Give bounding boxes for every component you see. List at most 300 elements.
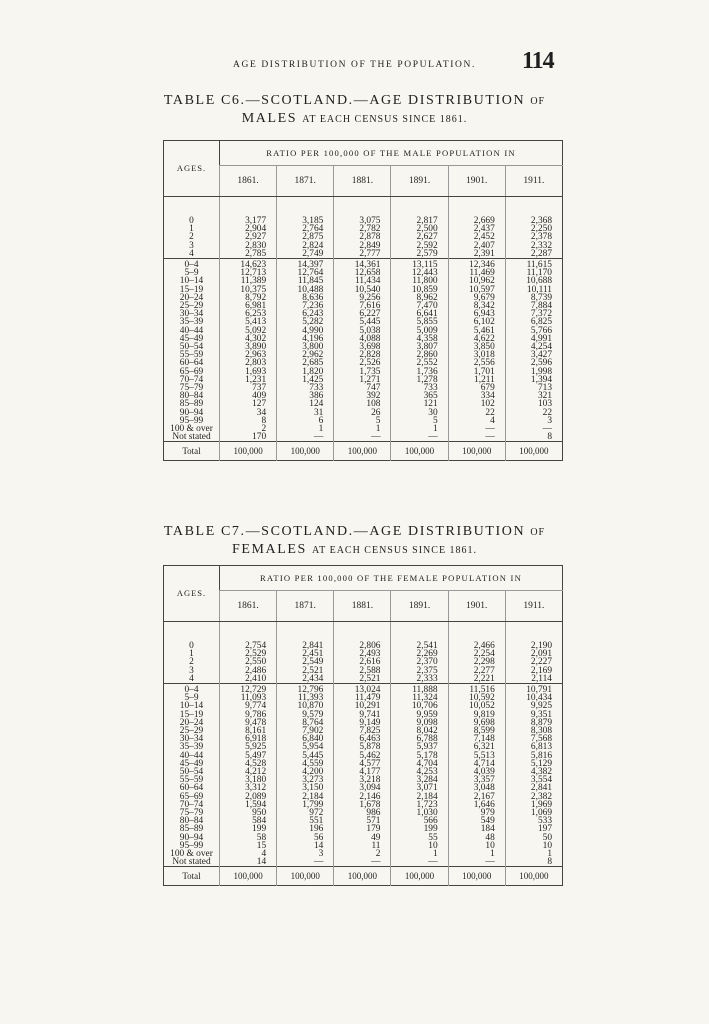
ratio-value: 1,069: [505, 809, 562, 817]
ratio-value: 13,115: [391, 259, 448, 270]
ratio-value: 9,579: [277, 711, 334, 719]
ratio-value: 4,577: [334, 760, 391, 768]
ratio-value: 3,180: [220, 776, 277, 784]
spacer-row: [164, 622, 563, 643]
ratio-value: 10,052: [448, 702, 505, 710]
age-label: 50–54: [179, 767, 204, 778]
ratio-value: 7,568: [505, 735, 562, 743]
ratio-value: 7,372: [505, 310, 562, 318]
ratio-value: 11,800: [391, 277, 448, 285]
ratio-value: 2,521: [277, 667, 334, 675]
ratio-value: 14,623: [220, 259, 277, 270]
ratio-value: 30: [391, 409, 448, 417]
age-label: 2: [189, 232, 194, 243]
ratio-value: 10,597: [448, 286, 505, 294]
ratio-value: 3,554: [505, 776, 562, 784]
ratio-value: —: [391, 433, 448, 442]
ratio-value: 11,469: [448, 269, 505, 277]
ratio-value: 7,470: [391, 302, 448, 310]
ratio-value: 7,148: [448, 735, 505, 743]
ratio-header: RATIO PER 100,000 OF THE MALE POPULATION IN: [220, 141, 563, 166]
ratio-value: 11,615: [505, 259, 562, 270]
ratio-value: 102: [448, 400, 505, 408]
ratio-value: 2,616: [334, 658, 391, 666]
ratio-value: 2,437: [448, 225, 505, 233]
ratio-value: 2,451: [277, 650, 334, 658]
ratio-value: 2,114: [505, 675, 562, 684]
ratio-value: 14: [220, 858, 277, 867]
ratio-value: 5,461: [448, 327, 505, 335]
age-label: 35–39: [179, 317, 204, 328]
ratio-value: 5,092: [220, 327, 277, 335]
ratio-value: 11,389: [220, 277, 277, 285]
age-label: 1: [189, 224, 194, 235]
age-label: 90–94: [179, 832, 204, 843]
ratio-value: 55: [391, 834, 448, 842]
total-value: 100,000: [391, 442, 448, 461]
age-label: 0: [189, 216, 194, 226]
ratio-value: 9,351: [505, 711, 562, 719]
ratio-value: 6,463: [334, 735, 391, 743]
ratio-value: 10: [391, 842, 448, 850]
age-label: 85–89: [179, 824, 204, 835]
table-c7-title: [0, 523, 709, 559]
ratio-value: 3,075: [334, 217, 391, 225]
spacer-cell: [164, 197, 220, 218]
age-label: 75–79: [179, 383, 204, 394]
ratio-value: 3,048: [448, 784, 505, 792]
ratio-value: 10,859: [391, 286, 448, 294]
age-label: 2: [189, 657, 194, 668]
ratio-value: 1,425: [277, 376, 334, 384]
ratio-value: 1,231: [220, 376, 277, 384]
ratio-value: 3: [505, 417, 562, 425]
ratio-value: 9,786: [220, 711, 277, 719]
ratio-value: 11,170: [505, 269, 562, 277]
ratio-value: 7,825: [334, 727, 391, 735]
ratio-value: 2,333: [391, 675, 448, 684]
age-label: 45–49: [179, 758, 204, 769]
year-header: 1891.: [391, 166, 448, 197]
ratio-value: 124: [277, 400, 334, 408]
ratio-value: 2,579: [391, 250, 448, 259]
ratio-value: —: [277, 858, 334, 867]
ratio-value: 8,879: [505, 719, 562, 727]
age-label: 20–24: [179, 292, 204, 303]
ratio-value: 9,679: [448, 294, 505, 302]
ratio-value: 4,622: [448, 335, 505, 343]
ratio-value: 2,754: [220, 642, 277, 650]
ages-header: AGES.: [164, 566, 220, 622]
table-c6-title-line1: TABLE C6.—SCOTLAND.—AGE DISTRIBUTION: [163, 93, 526, 108]
ratio-value: 12,443: [391, 269, 448, 277]
table-c7: [163, 565, 563, 886]
ratio-value: 8,962: [391, 294, 448, 302]
ratio-value: 2,927: [220, 233, 277, 241]
ratio-value: 1,678: [334, 801, 391, 809]
age-label: 5–9: [184, 268, 199, 279]
table-row: [164, 376, 563, 384]
ratio-value: 10,540: [334, 286, 391, 294]
ratio-value: 1,278: [391, 376, 448, 384]
ratio-value: 2,596: [505, 359, 562, 367]
ratio-value: 3,071: [391, 784, 448, 792]
total-value: 100,000: [505, 867, 562, 886]
ratio-value: 8,342: [448, 302, 505, 310]
ratio-value: 1: [448, 850, 505, 858]
ratio-value: 8: [220, 417, 277, 425]
ratio-value: 10,706: [391, 702, 448, 710]
age-label: 0–4: [164, 684, 220, 695]
ratio-value: 10: [505, 842, 562, 850]
ratio-value: 1,693: [220, 368, 277, 376]
ratio-value: 2,382: [505, 793, 562, 801]
ratio-value: 2,091: [505, 650, 562, 658]
ratio-value: 2,806: [334, 642, 391, 650]
ratio-value: 10,688: [505, 277, 562, 285]
ratio-value: 3,807: [391, 343, 448, 351]
age-label: 15–19: [179, 284, 204, 295]
ratio-value: —: [277, 433, 334, 442]
ratio-value: 8,308: [505, 727, 562, 735]
ratio-value: 11,845: [277, 277, 334, 285]
ratio-value: 2,434: [277, 675, 334, 684]
ratio-value: 3: [277, 850, 334, 858]
year-header: 1901.: [448, 591, 505, 622]
running-head: AGE DISTRIBUTION OF THE POPULATION.: [233, 60, 476, 70]
age-label: 90–94: [179, 407, 204, 418]
ratio-value: 9,959: [391, 711, 448, 719]
year-header: 1861.: [220, 166, 277, 197]
ratio-value: 2,962: [277, 351, 334, 359]
age-label: 3: [189, 665, 194, 676]
age-label: 10–14: [179, 276, 204, 287]
ratio-value: 5: [391, 417, 448, 425]
ratio-value: 2,592: [391, 242, 448, 250]
age-label: 75–79: [179, 808, 204, 819]
ratio-value: 2,782: [334, 225, 391, 233]
spacer-cell: [391, 197, 448, 218]
ratio-value: 4,196: [277, 335, 334, 343]
ratio-value: 6,813: [505, 743, 562, 751]
ratio-value: 1,394: [505, 376, 562, 384]
ratio-value: 986: [334, 809, 391, 817]
spacer-cell: [220, 622, 277, 643]
ratio-value: 11,516: [448, 684, 505, 695]
ratio-value: 2,904: [220, 225, 277, 233]
year-header: 1901.: [448, 166, 505, 197]
ratio-value: 747: [334, 384, 391, 392]
ratio-value: 8: [505, 858, 562, 867]
total-value: 100,000: [334, 442, 391, 461]
ratio-value: 1,211: [448, 376, 505, 384]
ratio-value: 10,291: [334, 702, 391, 710]
ratio-value: 8,042: [391, 727, 448, 735]
ratio-value: 9,149: [334, 719, 391, 727]
age-label: 15–19: [179, 709, 204, 720]
total-value: 100,000: [277, 867, 334, 886]
ratio-value: 2,500: [391, 225, 448, 233]
ratio-value: 8,599: [448, 727, 505, 735]
ratio-value: 14,397: [277, 259, 334, 270]
ratio-value: 4,253: [391, 768, 448, 776]
ratio-value: 11,093: [220, 694, 277, 702]
ratio-value: 5,925: [220, 743, 277, 751]
ratio-value: 6,840: [277, 735, 334, 743]
ratio-value: 2,529: [220, 650, 277, 658]
table-c6-title-sex: MALES: [241, 111, 298, 126]
ratio-value: 4,714: [448, 760, 505, 768]
ratio-value: 2,803: [220, 359, 277, 367]
ratio-value: 2,685: [277, 359, 334, 367]
year-header: 1891.: [391, 591, 448, 622]
ratio-value: 1: [391, 850, 448, 858]
ratio-value: 2: [334, 850, 391, 858]
ratio-value: 2,824: [277, 242, 334, 250]
ratio-value: 2,254: [448, 650, 505, 658]
ratio-value: 5,413: [220, 318, 277, 326]
ratio-value: 12,713: [220, 269, 277, 277]
ratio-value: 2,777: [334, 250, 391, 259]
table-c6: [163, 140, 563, 461]
ratio-value: 1,594: [220, 801, 277, 809]
age-label: 65–69: [179, 791, 204, 802]
total-value: 100,000: [220, 442, 277, 461]
ratio-value: 6,243: [277, 310, 334, 318]
spacer-row: [164, 197, 563, 218]
year-header: 1911.: [505, 166, 562, 197]
ratio-value: 584: [220, 817, 277, 825]
ratio-value: 5,445: [334, 318, 391, 326]
ratio-value: 4,212: [220, 768, 277, 776]
ratio-value: 1,799: [277, 801, 334, 809]
age-label: 30–34: [179, 734, 204, 745]
ratio-value: 22: [505, 409, 562, 417]
ratio-value: 551: [277, 817, 334, 825]
age-label: 25–29: [179, 726, 204, 737]
ratio-value: —: [505, 425, 562, 433]
ratio-value: 7,884: [505, 302, 562, 310]
ratio-value: 9,774: [220, 702, 277, 710]
table-row: [164, 817, 563, 825]
ratio-value: —: [391, 858, 448, 867]
age-label: 40–44: [179, 325, 204, 336]
ratio-value: 4,177: [334, 768, 391, 776]
ratio-value: 8,161: [220, 727, 277, 735]
table-c6-title: [0, 92, 709, 128]
ratio-value: 3,177: [220, 217, 277, 225]
ratio-value: 4,200: [277, 768, 334, 776]
spacer-cell: [448, 622, 505, 643]
ratio-value: 5,009: [391, 327, 448, 335]
year-header: 1861.: [220, 591, 277, 622]
age-label: 60–64: [179, 358, 204, 369]
table-row: [164, 400, 563, 408]
ratio-value: 3,218: [334, 776, 391, 784]
age-label: 20–24: [179, 717, 204, 728]
ratio-value: 409: [220, 392, 277, 400]
total-label: Total: [164, 442, 220, 461]
total-value: 100,000: [220, 867, 277, 886]
ratio-value: 3,284: [391, 776, 448, 784]
age-label: Not stated: [172, 432, 211, 443]
ratio-value: 10,434: [505, 694, 562, 702]
ratio-value: 4,382: [505, 768, 562, 776]
year-header: 1871.: [277, 166, 334, 197]
ratio-value: 9,925: [505, 702, 562, 710]
ratio-value: 4: [220, 850, 277, 858]
ratio-value: 7,236: [277, 302, 334, 310]
ratio-value: 2,828: [334, 351, 391, 359]
ratio-value: 5: [334, 417, 391, 425]
table-c7-title-of: OF: [530, 527, 546, 538]
ratio-value: 2,588: [334, 667, 391, 675]
ratio-value: 386: [277, 392, 334, 400]
ratio-value: 5,497: [220, 752, 277, 760]
age-label: 80–84: [179, 816, 204, 827]
table-row: [164, 425, 563, 433]
table-c6-title-rest: AT EACH CENSUS SINCE 1861.: [302, 114, 468, 125]
table-c7-title-sex: FEMALES: [231, 542, 307, 557]
table-row: [164, 834, 563, 842]
table-row: [164, 384, 563, 392]
ratio-value: 2,391: [448, 250, 505, 259]
ratio-value: 58: [220, 834, 277, 842]
ratio-value: 6,102: [448, 318, 505, 326]
table-row: [164, 250, 563, 259]
ratio-value: 9,698: [448, 719, 505, 727]
ratio-value: 2,830: [220, 242, 277, 250]
ratio-value: 179: [334, 825, 391, 833]
ratio-value: 5,178: [391, 752, 448, 760]
age-label: 95–99: [179, 415, 204, 426]
ratio-value: 733: [277, 384, 334, 392]
ratio-value: 2,521: [334, 675, 391, 684]
ratio-value: 14: [277, 842, 334, 850]
ratio-value: 6,825: [505, 318, 562, 326]
spacer-cell: [505, 622, 562, 643]
ratio-value: —: [448, 858, 505, 867]
ratio-value: 8,764: [277, 719, 334, 727]
ratio-value: 1,736: [391, 368, 448, 376]
ratio-value: 1,723: [391, 801, 448, 809]
page-number: 114: [522, 48, 554, 74]
ratio-value: 2,368: [505, 217, 562, 225]
ratio-value: 34: [220, 409, 277, 417]
spacer-cell: [164, 622, 220, 643]
table-row: [164, 675, 563, 684]
ratio-value: 14,361: [334, 259, 391, 270]
table-row: [164, 801, 563, 809]
ratio-value: 2,221: [448, 675, 505, 684]
ratio-value: 11: [334, 842, 391, 850]
ratio-value: 2,227: [505, 658, 562, 666]
ratio-value: 2,860: [391, 351, 448, 359]
ages-header: AGES.: [164, 141, 220, 197]
age-label: Not stated: [172, 857, 211, 868]
ratio-value: 5,766: [505, 327, 562, 335]
age-label: 3: [189, 240, 194, 251]
ratio-value: 3,800: [277, 343, 334, 351]
ratio-value: 2,332: [505, 242, 562, 250]
ratio-value: 679: [448, 384, 505, 392]
ratio-value: 2,370: [391, 658, 448, 666]
age-label: 30–34: [179, 309, 204, 320]
ratio-value: 7,616: [334, 302, 391, 310]
ratio-value: 10,962: [448, 277, 505, 285]
ratio-value: 549: [448, 817, 505, 825]
ratio-value: 11,324: [391, 694, 448, 702]
ratio-value: 11,888: [391, 684, 448, 695]
table-row: [164, 809, 563, 817]
ratio-value: 10: [448, 842, 505, 850]
age-label: 55–59: [179, 775, 204, 786]
ratio-value: 10,791: [505, 684, 562, 695]
ratio-value: 9,098: [391, 719, 448, 727]
ratio-value: 2,486: [220, 667, 277, 675]
ratio-value: 3,890: [220, 343, 277, 351]
ratio-value: 196: [277, 825, 334, 833]
ratio-value: 1: [334, 425, 391, 433]
ratio-value: 1,820: [277, 368, 334, 376]
ratio-value: 2,466: [448, 642, 505, 650]
ratio-value: 1,271: [334, 376, 391, 384]
ratio-value: 108: [334, 400, 391, 408]
ratio-value: 127: [220, 400, 277, 408]
ratio-value: 1,030: [391, 809, 448, 817]
year-header: 1881.: [334, 591, 391, 622]
ratio-value: 5,445: [277, 752, 334, 760]
ratio-value: 184: [448, 825, 505, 833]
year-header-row: [164, 591, 563, 622]
ratio-value: 9,256: [334, 294, 391, 302]
ratio-value: —: [334, 858, 391, 867]
age-label: 85–89: [179, 399, 204, 410]
ratio-value: 5,038: [334, 327, 391, 335]
age-label: 70–74: [179, 374, 204, 385]
ratio-value: 12,764: [277, 269, 334, 277]
age-label: 1: [189, 649, 194, 660]
ratio-value: 3,312: [220, 784, 277, 792]
ratio-value: 6,321: [448, 743, 505, 751]
ratio-value: 2,849: [334, 242, 391, 250]
ratio-value: 48: [448, 834, 505, 842]
ratio-value: 4,559: [277, 760, 334, 768]
ratio-value: 31: [277, 409, 334, 417]
ratio-value: 5,129: [505, 760, 562, 768]
ratio-value: 2,785: [220, 250, 277, 259]
table-row: [164, 433, 563, 442]
ratio-value: 8,636: [277, 294, 334, 302]
ratio-value: 6,943: [448, 310, 505, 318]
ratio-value: 10,870: [277, 702, 334, 710]
ratio-value: 6,981: [220, 302, 277, 310]
ratio-value: 5,282: [277, 318, 334, 326]
ratio-value: 50: [505, 834, 562, 842]
spacer-cell: [334, 622, 391, 643]
table-row: [164, 409, 563, 417]
ratio-value: 1,701: [448, 368, 505, 376]
age-label: 25–29: [179, 301, 204, 312]
ratio-value: 733: [391, 384, 448, 392]
ratio-value: 6,227: [334, 310, 391, 318]
ratio-value: 2,167: [448, 793, 505, 801]
ratio-value: 3,273: [277, 776, 334, 784]
total-row: [164, 867, 563, 886]
ratio-value: 321: [505, 392, 562, 400]
ratio-value: 1,969: [505, 801, 562, 809]
ratio-value: 365: [391, 392, 448, 400]
